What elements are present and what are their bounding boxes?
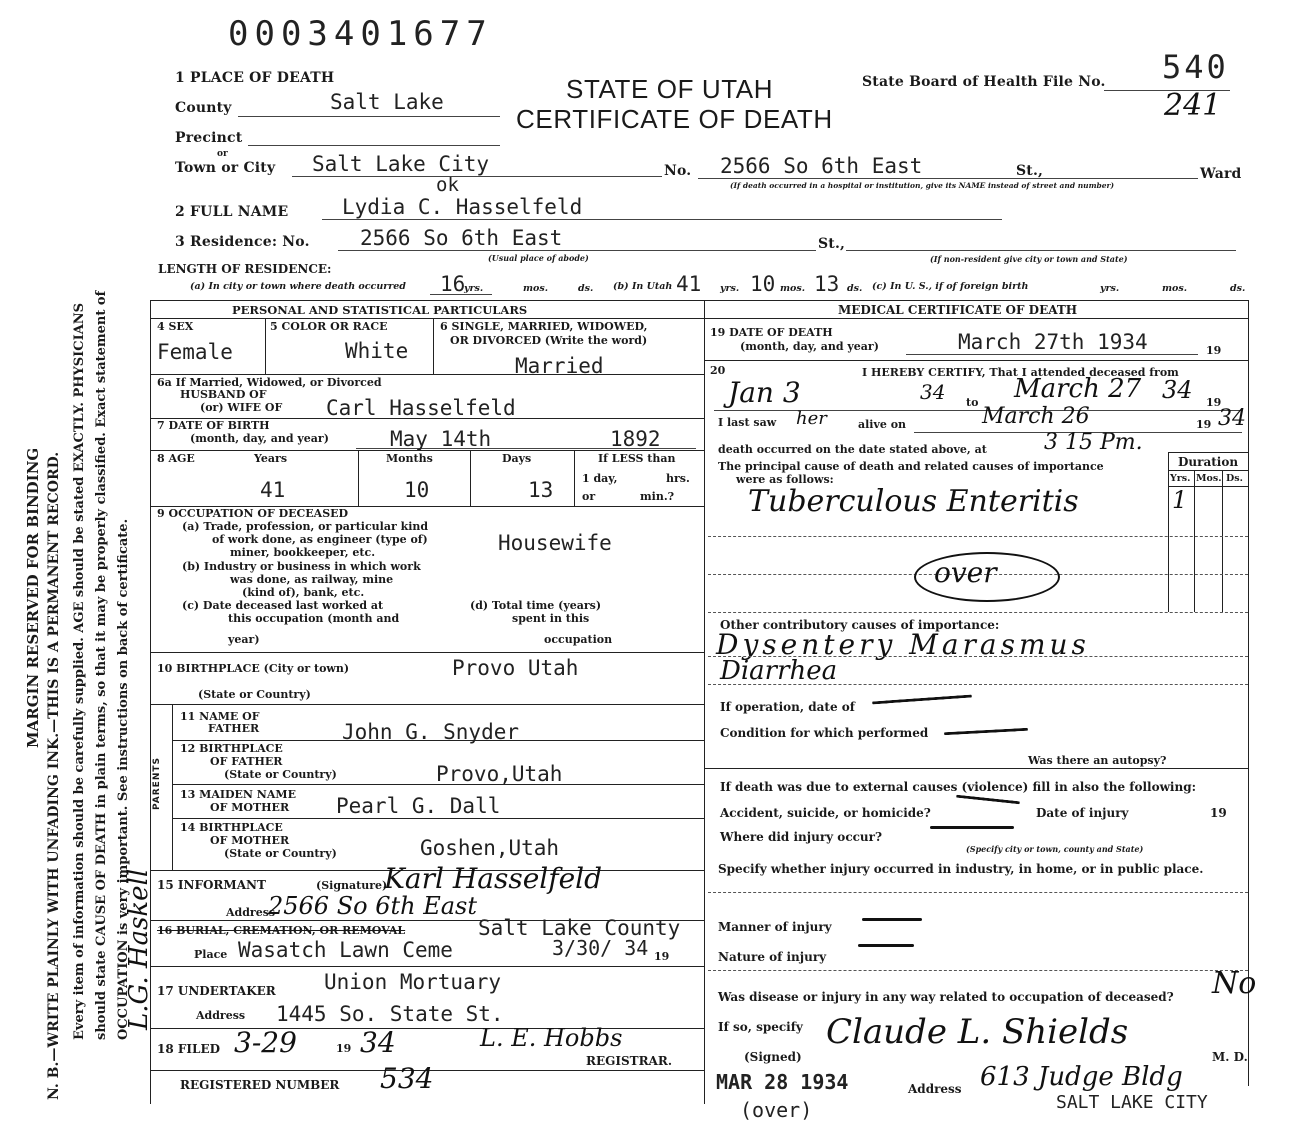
- mos-unit-1: mos.: [523, 283, 549, 294]
- ok-annotation: ok: [436, 174, 459, 196]
- registrar-signature: L. E. Hobbs: [480, 1024, 623, 1052]
- external-causes-label: If death was due to external causes (violence) fill in also the following:: [720, 780, 1197, 794]
- margin-instruction-3: OCCUPATION is very important. See instructions on back of certificate.: [116, 518, 131, 1040]
- filed-year: 34: [360, 1026, 396, 1059]
- margin-instruction-1: Every item of information should be carefully supplied. AGE should be stated EXACTLY. PHYSICIANS: [72, 302, 87, 1040]
- burial-year-prefix: 19: [654, 950, 670, 963]
- certificate-serial-number: 0003401677: [228, 14, 493, 54]
- duration-ds-label: Ds.: [1226, 473, 1243, 484]
- mother-birth-label-3: (State or Country): [224, 847, 337, 860]
- street-no-value: 2566 So 6th East: [720, 154, 923, 178]
- burial-date: 3/30/ 34: [552, 936, 649, 960]
- margin-signature: L.G. Haskell: [124, 868, 154, 1030]
- md-label: M. D.: [1212, 1050, 1248, 1064]
- physician-signature: Claude L. Shields: [826, 1012, 1129, 1052]
- mos-unit-3: mos.: [1162, 283, 1188, 294]
- residence-value: 2566 So 6th East: [360, 226, 563, 250]
- residence-label: 3 Residence: No.: [175, 234, 310, 250]
- years-label: Years: [254, 452, 288, 465]
- state-title: STATE OF UTAH: [566, 74, 774, 104]
- father-label-1: 11 NAME OF: [180, 710, 260, 723]
- last-saw-label: I last saw: [718, 416, 777, 429]
- yrs-unit-3: yrs.: [1100, 283, 1120, 294]
- attended-year-suffix: 19: [1206, 396, 1222, 409]
- cause-label-1: The principal cause of death and related causes of importance: [718, 460, 1104, 473]
- autopsy-label: Was there an autopsy?: [1028, 754, 1167, 767]
- father-value: John G. Snyder: [342, 720, 520, 744]
- undertaker-label: 17 UNDERTAKER: [157, 984, 276, 998]
- registered-number-label: REGISTERED NUMBER: [180, 1078, 340, 1092]
- duration-mos-label: Mos.: [1196, 473, 1222, 484]
- date-of-death: March 27th 1934: [958, 330, 1148, 354]
- contributory-cause-1: Dysentery Marasmus: [716, 628, 1090, 661]
- yrs-unit-2: yrs.: [720, 283, 740, 294]
- undertaker-address-label: Address: [196, 1009, 246, 1022]
- length-of-residence-label: LENGTH OF RESIDENCE:: [158, 262, 332, 276]
- or-label: or: [217, 149, 228, 159]
- duration-label: Duration: [1178, 455, 1239, 469]
- hospital-note: (If death occurred in a hospital or institution, give its NAME instead of street and number): [730, 181, 1115, 190]
- to-label: to: [966, 396, 979, 409]
- personal-particulars-heading: PERSONAL AND STATISTICAL PARTICULARS: [232, 303, 528, 317]
- margin-instruction-2: should state CAUSE OF DEATH in plain terms, so that it may be properly classified. Exact statement of: [94, 290, 109, 1040]
- marital-value: Married: [515, 354, 604, 378]
- place-of-death-label: 1 PLACE OF DEATH: [175, 70, 335, 86]
- mos-unit-2: mos.: [780, 283, 806, 294]
- non-resident-note: (If non-resident give city or town and State): [930, 254, 1128, 264]
- alive-on-label: alive on: [858, 418, 907, 431]
- mother-label-1: 13 MAIDEN NAME: [180, 788, 296, 801]
- if-so-specify-label: If so, specify: [718, 1020, 803, 1034]
- mother-birth-label-2: OF MOTHER: [210, 834, 290, 847]
- mother-label-2: OF MOTHER: [210, 801, 290, 814]
- mother-value: Pearl G. Dall: [336, 794, 501, 818]
- undertaker-name: Union Mortuary: [324, 970, 502, 994]
- cause-label-2: were as follows:: [736, 473, 834, 486]
- item-20: 20: [710, 364, 726, 377]
- filed-date: 3-29: [234, 1026, 297, 1059]
- ds-unit-2: ds.: [847, 283, 863, 294]
- time-of-death: 3 15 Pm.: [1044, 430, 1143, 455]
- ward-label: Ward: [1200, 166, 1242, 182]
- last-saw-her: her: [796, 408, 827, 429]
- received-stamp-date: MAR 28 1934: [716, 1070, 849, 1094]
- sex-label: 4 SEX: [157, 320, 194, 333]
- burial-label: 16 BURIAL, CREMATION, OR REMOVAL: [157, 924, 406, 937]
- attended-from-year: 34: [920, 380, 946, 404]
- footer-over: (over): [740, 1098, 813, 1122]
- occupation-c-2: this occupation (month and: [228, 612, 400, 625]
- injury-date-label: Date of injury: [1036, 806, 1129, 820]
- occupation-b-2: was done, as railway, mine: [230, 573, 394, 586]
- physician-address-city: SALT LAKE CITY: [1056, 1092, 1208, 1113]
- marital-label-1: 6 SINGLE, MARRIED, WIDOWED,: [440, 320, 648, 333]
- birthplace-state-label: (State or Country): [198, 688, 311, 701]
- contributory-cause-2: Diarrhea: [720, 656, 838, 686]
- occupation-d-2: spent in this: [512, 612, 590, 625]
- father-label-2: FATHER: [208, 722, 260, 735]
- file-number: 540: [1162, 48, 1229, 86]
- signed-label: (Signed): [744, 1050, 802, 1064]
- marital-label-2: OR DIVORCED (Write the word): [450, 334, 648, 347]
- full-name-value: Lydia C. Hasselfeld: [342, 195, 583, 219]
- hrs-label: hrs.: [666, 472, 690, 485]
- dod-label-1: 19 DATE OF DEATH: [710, 326, 833, 339]
- accident-label: Accident, suicide, or homicide?: [720, 806, 931, 820]
- yrs-unit-1: yrs.: [464, 283, 484, 294]
- full-name-label: 2 FULL NAME: [175, 204, 289, 220]
- margin-ink-note: N. B.—WRITE PLAINLY WITH UNFADING INK.—THIS IS A PERMANENT RECORD.: [46, 451, 62, 1100]
- residence-city-years: 16: [440, 272, 466, 296]
- informant-address-label: Address: [226, 906, 276, 919]
- min-label: min.?: [640, 490, 675, 503]
- alive-on-date: March 26: [982, 404, 1090, 429]
- informant-signature: Karl Hasselfeld: [384, 862, 603, 895]
- dod-suffix: 19: [1206, 344, 1222, 357]
- occupation-b-1: (b) Industry or business in which work: [182, 560, 421, 573]
- mother-birth-value: Goshen,Utah: [420, 836, 560, 860]
- residence-utah-years: 41: [676, 272, 702, 296]
- where-injury-label: Where did injury occur?: [720, 830, 883, 844]
- residence-city-label: (a) In city or town where death occurred: [190, 281, 406, 292]
- town-label: Town or City: [175, 160, 276, 176]
- less-than-label: If LESS than: [598, 452, 676, 465]
- usual-abode-note: (Usual place of abode): [488, 253, 589, 263]
- age-years-value: 41: [260, 478, 286, 502]
- occupation-related-value: No: [1212, 966, 1257, 1001]
- burial-place-label: Place: [194, 948, 228, 961]
- father-birth-label-2: OF FATHER: [210, 755, 283, 768]
- certificate-title: CERTIFICATE OF DEATH: [516, 104, 833, 134]
- undertaker-address: 1445 So. State St.: [276, 1002, 504, 1026]
- manner-label: Manner of injury: [718, 920, 832, 934]
- specify-label: Specify whether injury occurred in industry, in home, or in public place.: [718, 862, 1204, 876]
- spouse-label-2: HUSBAND OF: [180, 388, 267, 401]
- principal-cause: Tuberculous Enteritis: [748, 484, 1079, 519]
- contributory-label: Other contributory causes of importance:: [720, 618, 1000, 632]
- street-st-label: St.,: [1016, 163, 1044, 179]
- margin-binding-note: MARGIN RESERVED FOR BINDING: [24, 447, 42, 748]
- attended-from: Jan 3: [728, 376, 801, 409]
- burial-county: Salt Lake County: [478, 916, 681, 940]
- occupation-label: 9 OCCUPATION OF DECEASED: [157, 507, 349, 520]
- town-value: Salt Lake City: [312, 152, 490, 176]
- burial-place: Wasatch Lawn Ceme: [238, 938, 453, 962]
- parents-side-label: PARENTS: [152, 757, 162, 810]
- cause-duration-years: 1: [1172, 486, 1188, 514]
- occupation-b-3: (kind of), bank, etc.: [242, 586, 365, 599]
- nature-label: Nature of injury: [718, 950, 827, 964]
- father-birth-label-3: (State or Country): [224, 768, 337, 781]
- ds-unit-3: ds.: [1230, 283, 1246, 294]
- occupation-a-1: (a) Trade, profession, or particular kind: [182, 520, 429, 533]
- mother-birth-label-1: 14 BIRTHPLACE: [180, 821, 283, 834]
- informant-address: 2566 So 6th East: [268, 892, 478, 920]
- alive-year-prefix: 19: [1196, 418, 1212, 431]
- age-months-value: 10: [404, 478, 430, 502]
- precinct-label: Precinct: [175, 130, 243, 146]
- condition-label: Condition for which performed: [720, 726, 929, 740]
- color-value: White: [345, 339, 409, 363]
- injury-year-prefix: 19: [1210, 806, 1227, 820]
- registered-number: 534: [380, 1062, 434, 1095]
- residence-utah-label: (b) In Utah: [613, 281, 673, 292]
- months-label: Months: [386, 452, 433, 465]
- birthplace-value: Provo Utah: [452, 656, 579, 680]
- occupation-c-3: year): [228, 633, 260, 646]
- street-no-label: No.: [664, 163, 692, 179]
- attended-to: March 27: [1014, 374, 1142, 404]
- age-label: 8 AGE: [157, 452, 195, 465]
- informant-label: 15 INFORMANT: [157, 878, 266, 892]
- physician-address: 613 Judge Bldg: [980, 1062, 1183, 1092]
- spouse-label-1: 6a If Married, Widowed, or Divorced: [157, 376, 382, 389]
- sex-value: Female: [157, 340, 233, 364]
- county-value: Salt Lake: [330, 90, 444, 114]
- medical-heading: MEDICAL CERTIFICATE OF DEATH: [838, 303, 1078, 317]
- residence-utah-days: 13: [814, 272, 840, 296]
- filed-year-prefix: 19: [336, 1042, 352, 1055]
- occupation-a-2: of work done, as engineer (type of): [212, 533, 428, 546]
- father-birth-label-1: 12 BIRTHPLACE: [180, 742, 283, 755]
- father-birth-value: Provo,Utah: [436, 762, 563, 786]
- or-min-label: or: [582, 490, 596, 503]
- occupation-d-3: occupation: [544, 633, 613, 646]
- dob-year: 1892: [610, 427, 661, 451]
- alive-on-year: 34: [1218, 406, 1246, 431]
- where-injury-note: (Specify city or town, county and State): [966, 844, 1144, 854]
- over-note: over: [934, 556, 997, 589]
- certify-text: I HEREBY CERTIFY, That I attended deceased from: [862, 366, 1179, 379]
- spouse-label-3: (or) WIFE OF: [200, 401, 283, 414]
- registrar-label: REGISTRAR.: [586, 1054, 673, 1068]
- birthplace-label: 10 BIRTHPLACE (City or town): [157, 662, 350, 675]
- spouse-value: Carl Hasselfeld: [326, 396, 516, 420]
- filed-label: 18 FILED: [157, 1042, 220, 1056]
- physician-address-label: Address: [908, 1082, 962, 1096]
- occupation-value: Housewife: [498, 531, 612, 555]
- file-number-label: State Board of Health File No.: [862, 74, 1106, 90]
- file-number-secondary: 241: [1164, 88, 1222, 123]
- county-label: County: [175, 100, 232, 116]
- age-days-value: 13: [528, 478, 554, 502]
- occupation-d-1: (d) Total time (years): [470, 599, 602, 612]
- dod-label-2: (month, day, and year): [740, 340, 879, 353]
- death-occurred-label: death occurred on the date stated above, at: [718, 443, 987, 456]
- color-label: 5 COLOR OR RACE: [270, 320, 388, 333]
- informant-signature-label: (Signature): [316, 879, 388, 892]
- dob-value: May 14th: [390, 427, 492, 451]
- occupation-related-label: Was disease or injury in any way related to occupation of deceased?: [718, 990, 1174, 1004]
- one-day-label: 1 day,: [582, 472, 618, 485]
- occupation-a-3: miner, bookkeeper, etc.: [230, 546, 376, 559]
- attended-to-year: 34: [1162, 376, 1193, 404]
- dob-label-2: (month, day, and year): [190, 432, 329, 445]
- dob-label-1: 7 DATE OF BIRTH: [157, 419, 270, 432]
- residence-st-label: St.,: [818, 236, 846, 252]
- operation-label: If operation, date of: [720, 700, 855, 714]
- residence-us-label: (c) In U. S., if of foreign birth: [872, 281, 1029, 292]
- residence-utah-months: 10: [750, 272, 776, 296]
- ds-unit-1: ds.: [578, 283, 594, 294]
- days-label: Days: [502, 452, 532, 465]
- occupation-c-1: (c) Date deceased last worked at: [182, 599, 384, 612]
- duration-yrs-label: Yrs.: [1170, 473, 1191, 484]
